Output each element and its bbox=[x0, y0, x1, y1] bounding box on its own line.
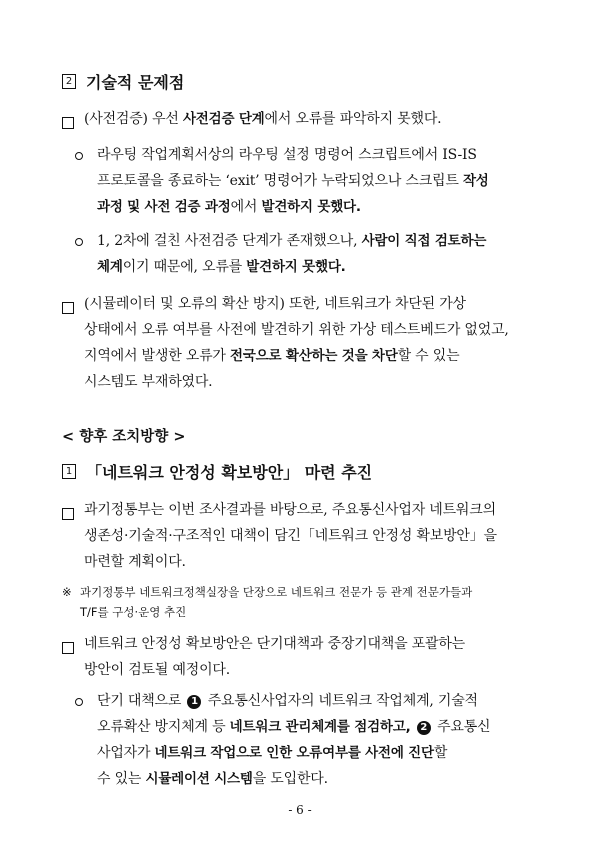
circle-bullet-icon bbox=[75, 238, 83, 246]
square-bullet-icon bbox=[62, 642, 74, 654]
section-heading-stability-plan bbox=[62, 460, 372, 483]
sub-paragraph-manual-review: 1, 2차에 걸친 사전검증 단계가 존재했으나, 사람이 직접 검토하는 체계이기 때문에, 오류를 발견하지 못했다. bbox=[97, 233, 487, 275]
page-number: - 6 - bbox=[288, 803, 312, 817]
section-heading-technical-issues bbox=[62, 70, 184, 93]
square-bullet-icon bbox=[62, 302, 74, 314]
note-task-force: 과기정통부 네트워크정책실장을 단장으로 네트워크 전문가 등 관계 전문가들과 T/F를 구성·운영 추진 bbox=[80, 585, 473, 619]
number-two-icon: 2 bbox=[417, 721, 431, 735]
sub-paragraph-script-omission: 라우팅 작업계획서상의 라우팅 설정 명령어 스크립트에서 IS-IS 프로토콜을 종료하는 ‘exit’ 명령어가 누락되었으나 스크립트 작성 과정 및 사전 검증 과정에서 발견하지 못했다. bbox=[97, 147, 489, 215]
section-title: 기술적 문제점 bbox=[86, 73, 185, 92]
section-number-box: 2 bbox=[62, 74, 76, 89]
circle-bullet-icon bbox=[75, 698, 83, 706]
square-bullet-icon bbox=[62, 508, 74, 520]
future-direction-title: < 향후 조치방향 > bbox=[62, 429, 186, 445]
section-title: 「네트워크 안정성 확보방안」 마련 추진 bbox=[86, 463, 373, 482]
square-bullet-icon bbox=[62, 117, 74, 129]
number-one-icon: 1 bbox=[187, 695, 201, 709]
paragraph-plan-scope: 네트워크 안정성 확보방안은 단기대책과 중장기대책을 포괄하는 방안이 검토될 예정이다. bbox=[84, 636, 465, 678]
sub-paragraph-short-term-measures: 단기 대책으로 1 주요통신사업자의 네트워크 작업체계, 기술적 오류확산 방지체계 등 네트워크 관리체계를 점검하고, 2 주요통신 사업자가 네트워크 작업으로 인한 오류여부를 사전에 진단할 수 있는 시뮬레이션 시스템을 도입한다. bbox=[97, 693, 491, 787]
paragraph-pre-verification: (사전검증) 우선 사전검증 단계에서 오류를 파악하지 못했다. bbox=[84, 111, 442, 127]
circle-bullet-icon bbox=[75, 152, 83, 160]
reference-mark: ※ bbox=[62, 585, 72, 599]
paragraph-ministry-plan: 과기정통부는 이번 조사결과를 바탕으로, 주요통신사업자 네트워크의 생존성·기술적·구조적인 대책이 담긴「네트워크 안정성 확보방안」을 마련할 계획이다. bbox=[84, 502, 497, 570]
paragraph-simulator-prevention: (시뮬레이터 및 오류의 확산 방지) 또한, 네트워크가 차단된 가상 상태에서 오류 여부를 사전에 발견하기 위한 가상 테스트베드가 없었고, 지역에서 발생한 오류가 전국으로 확산하는 것을 차단할 수 있는 시스템도 부재하였다. bbox=[84, 296, 509, 390]
section-number-box: 1 bbox=[62, 464, 76, 479]
